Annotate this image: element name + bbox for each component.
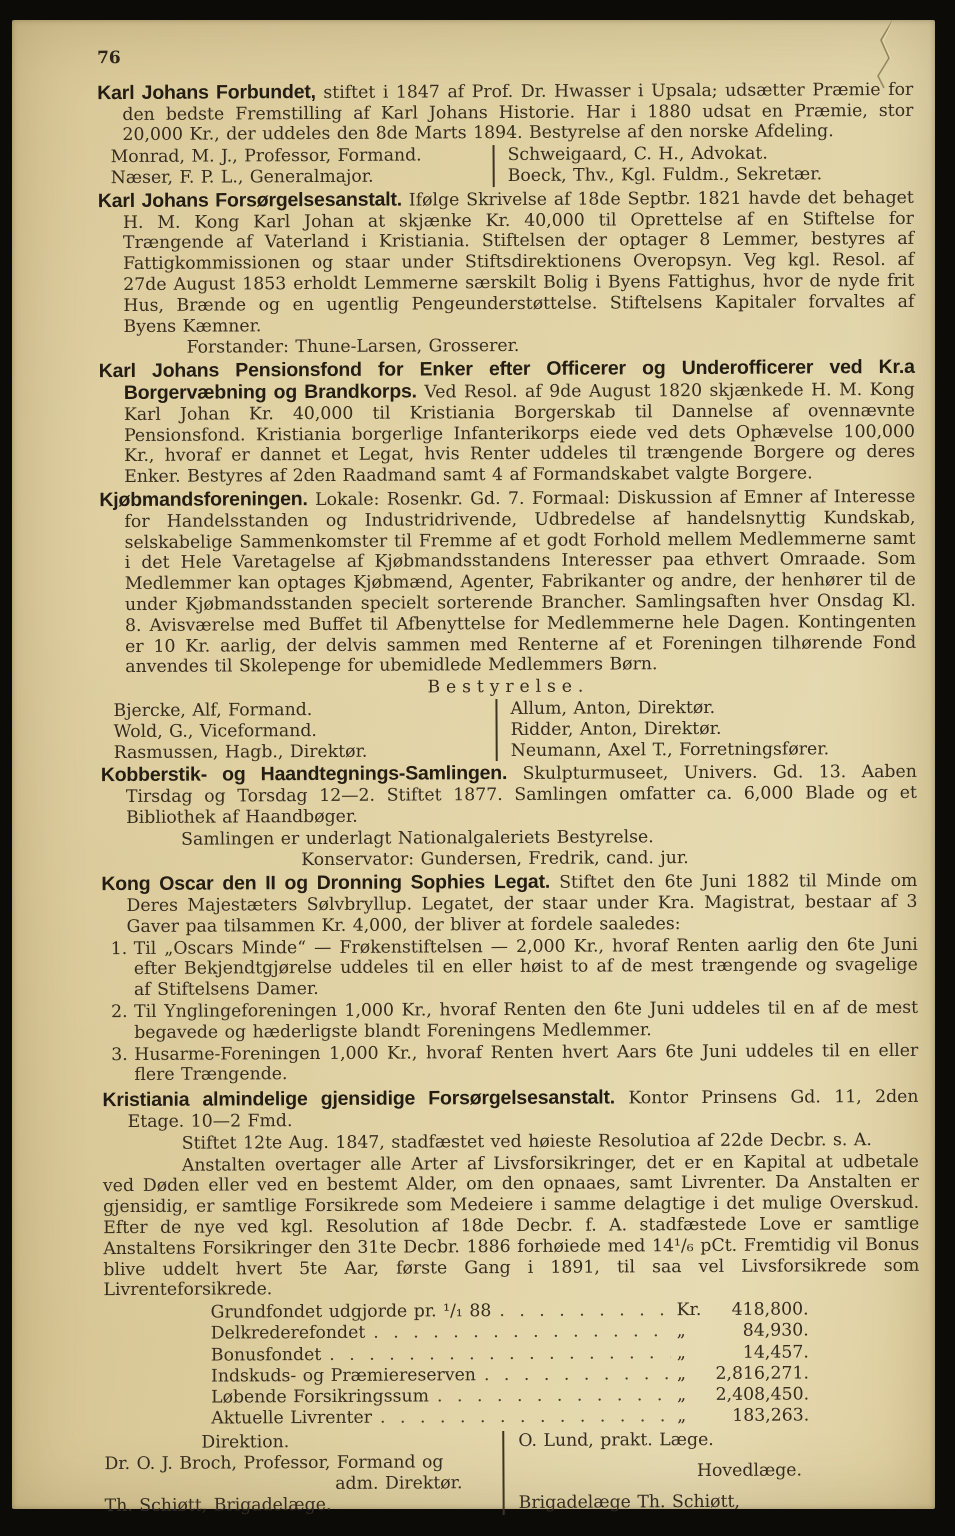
board-member: Allum, Anton, Direktør. (510, 697, 716, 719)
book-page-paper (12, 20, 935, 1516)
entry-kristiania-forsorgelsesanstalt (102, 1086, 918, 1133)
entry-body: stiftet i 1847 af Prof. Dr. Hwasser i Upsala; udsætter Præmie for den bedste Fremstilling af Karl Johans Historie. Har i 1880 udsat en Præmie, stor 20,000 Kr., der uddeles den 8de Marts 1894. Bestyrelse af den norske Afdeling. (122, 79, 914, 146)
entry-title: Kjøbmandsforeningen. (99, 487, 308, 512)
entry-kjobmandsforeningen (99, 486, 916, 678)
hovedlaege-label: Hovedlæge. (696, 1460, 803, 1482)
entry-title: Karl Johans Forbundet, (97, 80, 316, 104)
currency-mark: „ (677, 1385, 687, 1406)
direktion-member: Th. Schiøtt, Brigadelæge. (104, 1494, 332, 1516)
dot-leader (329, 1343, 671, 1366)
board-member: Næser, F. P. L., Generalmajor. (110, 166, 374, 189)
fund-amount: 14,457. (742, 1342, 809, 1363)
board-member: Neumann, Axel T., Forretningsfører. (510, 738, 830, 761)
kristiania-description-paragraph: Anstalten overtager alle Arter af Livsforsikringer, det er en Kapital at udbetale ved Døden eller ved en bestemt Alder, om den opnaaes, samt Livrenter. Da Anstalten er gjensidig, er samtlige Forsikrede som Medeiere i samme delagtige i det mulige Overskud. Efter de nye ved kgl. Resolution af 18de Decbr. f. A. stadfæstede Love er samtlige Anstaltens Forsikringer den 31te Decbr. 1886 forhøiede med 14¹/₆ pCt. Fremtidig vil Bonus blive uddelt hvert 5te Aar, første Gang i 1891, til saa vel Livsforsikrede som Livrenteforsikrede. (102, 1151, 920, 1301)
board-column-right (495, 143, 914, 187)
direktion-column-right (504, 1429, 920, 1514)
fund-amount: 183,263. (732, 1405, 810, 1427)
legat-list-item (102, 935, 918, 1002)
doctor-name: Brigadelæge Th. Schiøtt, (518, 1491, 740, 1513)
board-member: Ridder, Anton, Direktør. (510, 718, 722, 740)
direktion-member-title: adm. Direktør. (335, 1473, 463, 1494)
board-member: Schweigaard, C. H., Advokat. (507, 143, 768, 166)
board-column-left (100, 699, 495, 763)
list-item-number: 1. (110, 938, 128, 959)
currency-mark: „ (676, 1363, 686, 1384)
list-item-text: Til „Oscars Minde“ — Frøkenstiftelsen — 2,000 Kr., hvoraf Renten aarlig den 6te Juni efter Bekjendtgjørelse uddeles til en eller høist to af de mest trængende og svagelige af Stiftelsens Damer. (133, 934, 918, 1001)
fund-label: Grundfondet udgjorde pr. ¹/₁ 88 (210, 1301, 492, 1323)
forbundet-board-columns (98, 143, 914, 189)
entry-body: Skulpturmuseet, Univers. Gd. 13. Aaben Tirsdag og Torsdag 12—2. Stiftet 1877. Samlingen omfatter ca. 6,000 Blade og et Bibliothek af Haandbøger. (125, 762, 917, 828)
list-item-number: 2. (111, 1002, 128, 1023)
entry-title: Kong Oscar den II og Dronning Sophies Legat. (101, 871, 551, 896)
direktion-heading: Direktion. (201, 1432, 290, 1454)
forstander-line: Forstander: Thune-Larsen, Grosserer. (186, 336, 520, 359)
entry-karl-johans-forsorgelsesanstalt (98, 187, 915, 338)
dot-leader (373, 1322, 671, 1345)
list-item-text: Husarme-Foreningen 1,000 Kr., hvoraf Renten hvert Aars 6te Juni uddeles til en eller flere Trængende. (134, 1040, 919, 1086)
page-content (97, 44, 921, 1517)
entry-body: Ifølge Skrivelse af 18de Septbr. 1821 havde det behaget H. M. Kong Karl Johan at skjænke Kr. 40,000 til Oprettelse af en Stiftelse for Trængende af Vaterland i Kristiania. Stiftelsen der optager 8 Lemmer, bestyres af Fattigkommissionen og staar under Stiftsdirektionens Overopsyn. Veg kgl. Resol. af 27de August 1853 erholdt Lemmerne særskilt Bolig i Byens Fattighus, hvor de nyde frit Hus, Brænde og en ugentlig Pengeunderstøttelse. Stiftelsens Kapitaler forvaltes af Byens Kæmner. (122, 187, 915, 337)
list-item-number: 3. (111, 1044, 128, 1065)
direktion-member: Dr. O. J. Broch, Professor, Formand og (104, 1452, 444, 1475)
direktion-columns (104, 1429, 920, 1516)
fund-amount: 2,408,450. (715, 1384, 810, 1405)
legat-list-item (102, 998, 918, 1044)
currency-mark: „ (676, 1342, 686, 1363)
entry-body: Kontor Prinsens Gd. 11, 2den Etage. 10—2 Fmd. (127, 1087, 919, 1133)
board-column-left (98, 145, 493, 189)
kristiania-founded-paragraph: Stiftet 12te Aug. 1847, stadfæstet ved høieste Resolutioa af 22de Decbr. s. A. (181, 1129, 872, 1154)
samlingen-note-line: Samlingen er underlagt Nationalgaleriets Bestyrelse. (181, 826, 654, 850)
bestyrelse-subheading: Bestyrelse. (427, 676, 590, 698)
entry-title: Kristiania almindelige gjensidige Forsørgelsesanstalt. (102, 1086, 616, 1112)
fund-label: Løbende Forsikringssum (211, 1386, 430, 1408)
konservator-line: Konservator: Gundersen, Fredrik, cand. jur. (301, 848, 689, 871)
direktion-column-left (104, 1431, 502, 1516)
entry-title: Karl Johans Forsørgelsesanstalt. (97, 188, 403, 212)
entry-kobberstik-samlingen (101, 761, 917, 829)
fund-label: Bonusfondet (210, 1344, 322, 1366)
list-item-text: Til Ynglingeforeningen 1,000 Kr., hvoraf Renten den 6te Juni uddeles til en af de mest begavede og hæderligste blandt Foreningens Medlemmer. (134, 997, 919, 1043)
dot-leader (380, 1406, 671, 1429)
board-member: Bjercke, Alf, Formand. (113, 699, 313, 721)
fund-amount: 418,800. (731, 1299, 809, 1321)
fund-label: Indskuds- og Præmiereserven (210, 1364, 476, 1387)
entry-karl-johans-forbundet (97, 79, 913, 147)
dot-leader (499, 1300, 670, 1322)
entry-karl-johans-pensionsfond (99, 357, 916, 488)
doctor-name: O. Lund, prakt. Læge. (518, 1430, 714, 1452)
entry-body: Stiftet den 6te Juni 1882 til Minde om Deres Majestæters Sølvbryllup. Legatet, der staar under Kra. Magistrat, bestaar af 3 Gaver paa tilsammen Kr. 4,000, der bliver at fordele saaledes: (126, 871, 918, 937)
entry-title: Kobberstik- og Haandtegnings-Samlingen. (100, 762, 508, 787)
currency-mark: „ (676, 1321, 686, 1342)
table-row (211, 1406, 809, 1430)
dot-leader (484, 1364, 671, 1386)
fund-label: Delkrederefondet (210, 1323, 366, 1344)
entry-title: Karl Johans Pensionsfond for Enker efter Officerer og Underofficerer ved Kr.a Borgervæbning og Brandkorps. (98, 356, 915, 404)
board-member: Monrad, M. J., Professor, Formand. (110, 145, 422, 168)
kjobmand-board-columns (100, 697, 916, 764)
board-column-right (497, 697, 916, 762)
currency-mark: Kr. (676, 1300, 702, 1321)
fund-amount: 84,930. (742, 1320, 809, 1342)
fund-amount: 2,816,271. (715, 1363, 810, 1384)
page-number: 76 (97, 48, 121, 69)
funds-table (211, 1300, 810, 1430)
board-member: Rasmussen, Hagb., Direktør. (113, 741, 368, 763)
board-member: Wold, G., Viceformand. (113, 720, 317, 742)
entry-body: Ved Resol. af 9de August 1820 skjænkede H. M. Kong Karl Johan Kr. 40,000 til Kristiania Borgerskab til Dannelse af ovennævnte Pensionsfond. Kristiania borgerlige Infanterikorps eiede ved dets Ophævelse 100,000 Kr., hvoraf er dannet et Legat, hvis Renter uddeles til trængende Borgere og deres Enker. Bestyres af 2den Raadmand samt 4 af Formandskabet valgte Borgere. (123, 379, 916, 488)
dot-leader (437, 1385, 671, 1407)
legat-list-item (102, 1041, 918, 1087)
currency-mark: „ (677, 1406, 687, 1427)
board-member: Boeck, Thv., Kgl. Fuldm., Sekretær. (507, 164, 823, 186)
entry-kong-oscar-legat (101, 870, 917, 938)
entry-body: Lokale: Rosenkr. Gd. 7. Formaal: Diskussion af Emner af Interesse for Handelsstanden og Industridrivende, Udbredelse af handelsnyttig Kundskab, selskabelige Sammenkomster til Fremme af et godt Forhold mellem Medlemmerne samt i det Hele Varetagelse af Kjøbmandsstandens Interesser paa ethvert Omraade. Som Medlemmer kan optages Kjøbmænd, Agenter, Fabrikanter og andre, der henhører til de under Kjøbmandsstanden specielt sorterende Brancher. Samlingsaften hver Onsdag Kl. 8. Avisværelse med Buffet til Afbenyttelse for Medlemmerne hele Dagen. Kontingenten er 10 Kr. aarlig, der delvis sammen med Renterne af et Foreningen tilhørende Fond anvendes til Skolepenge for ubemidlede Medlemmers Børn. (124, 486, 917, 678)
fund-label: Aktuelle Livrenter (211, 1407, 373, 1429)
